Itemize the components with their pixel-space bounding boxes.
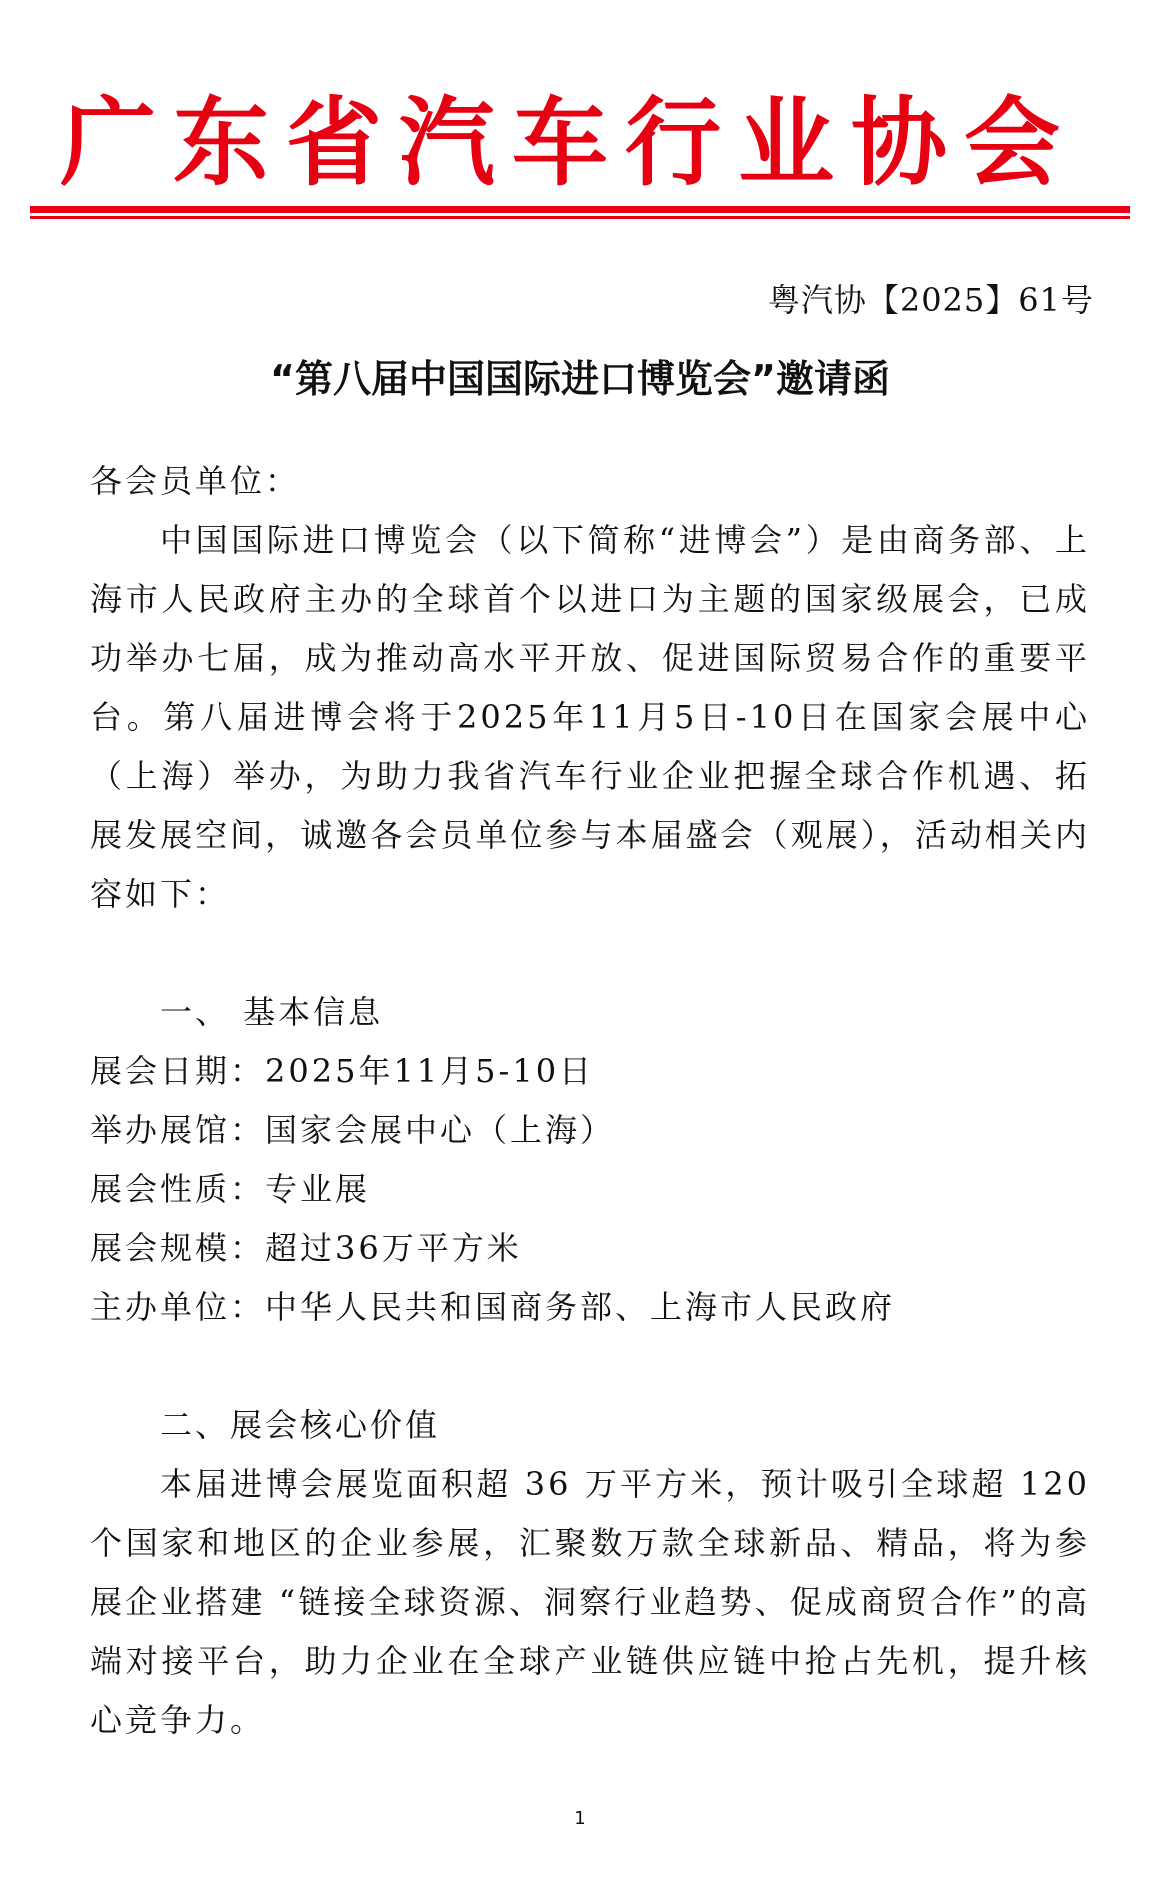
paragraph-gap xyxy=(90,1337,1090,1396)
intro-paragraph: 中国国际进口博览会（以下简称“进博会”）是由商务部、上海市人民政府主办的全球首个以进口为主题的国家级展会，已成功举办七届，成为推动高水平开放、促进国际贸易合作的重要平台。第八届进博会将于2025年11月5日-10日在国家会展中心（上海）举办，为助力我省汽车行业企业把握全球合作机遇、拓展发展空间，诚邀各会员单位参与本届盛会（观展），活动相关内容如下： xyxy=(90,521,1090,913)
info-item-nature: 展会性质：专业展 xyxy=(90,1170,371,1208)
document-number: 粤汽协【2025】61号 xyxy=(767,281,1094,319)
letterhead-char: 车 xyxy=(512,87,608,199)
core-value-paragraph: 本届进博会展览面积超 36 万平方米，预计吸引全球超 120 个国家和地区的企业参展，汇聚数万款全球新品、精品，将为参展企业搭建 “链接全球资源、洞察行业趋势、促成商贸合作”的高端对接平台，助力企业在全球产业链供应链中抢占先机，提升核心竞争力。 xyxy=(90,1465,1090,1739)
section-heading-basic-info: 一、 基本信息 xyxy=(160,993,384,1031)
organization-letterhead xyxy=(60,88,1060,198)
letterhead-char: 东 xyxy=(173,87,269,199)
document-body xyxy=(90,452,1090,1750)
paragraph-gap xyxy=(90,924,1090,983)
letterhead-char: 业 xyxy=(738,87,834,199)
letterhead-char: 协 xyxy=(851,87,947,199)
info-item-scale: 展会规模：超过36万平方米 xyxy=(90,1229,522,1267)
info-item-venue: 举办展馆：国家会展中心（上海） xyxy=(90,1111,616,1149)
letterhead-rule-thick xyxy=(30,206,1130,213)
letterhead-char: 广 xyxy=(60,87,156,199)
letterhead-char: 省 xyxy=(286,87,382,199)
salutation: 各会员单位： xyxy=(90,462,301,500)
info-item-date: 展会日期：2025年11月5-10日 xyxy=(90,1052,595,1090)
section-heading-core-value: 二、展会核心价值 xyxy=(160,1406,441,1444)
letterhead-char: 会 xyxy=(964,87,1060,199)
document-title: “第八届中国国际进口博览会”邀请函 xyxy=(270,357,890,401)
letterhead-char: 行 xyxy=(625,87,721,199)
info-item-organizer: 主办单位：中华人民共和国商务部、上海市人民政府 xyxy=(90,1288,896,1326)
letterhead-rule-thin xyxy=(30,216,1130,219)
page-number: 1 xyxy=(574,1808,586,1829)
letterhead-char: 汽 xyxy=(399,87,495,199)
